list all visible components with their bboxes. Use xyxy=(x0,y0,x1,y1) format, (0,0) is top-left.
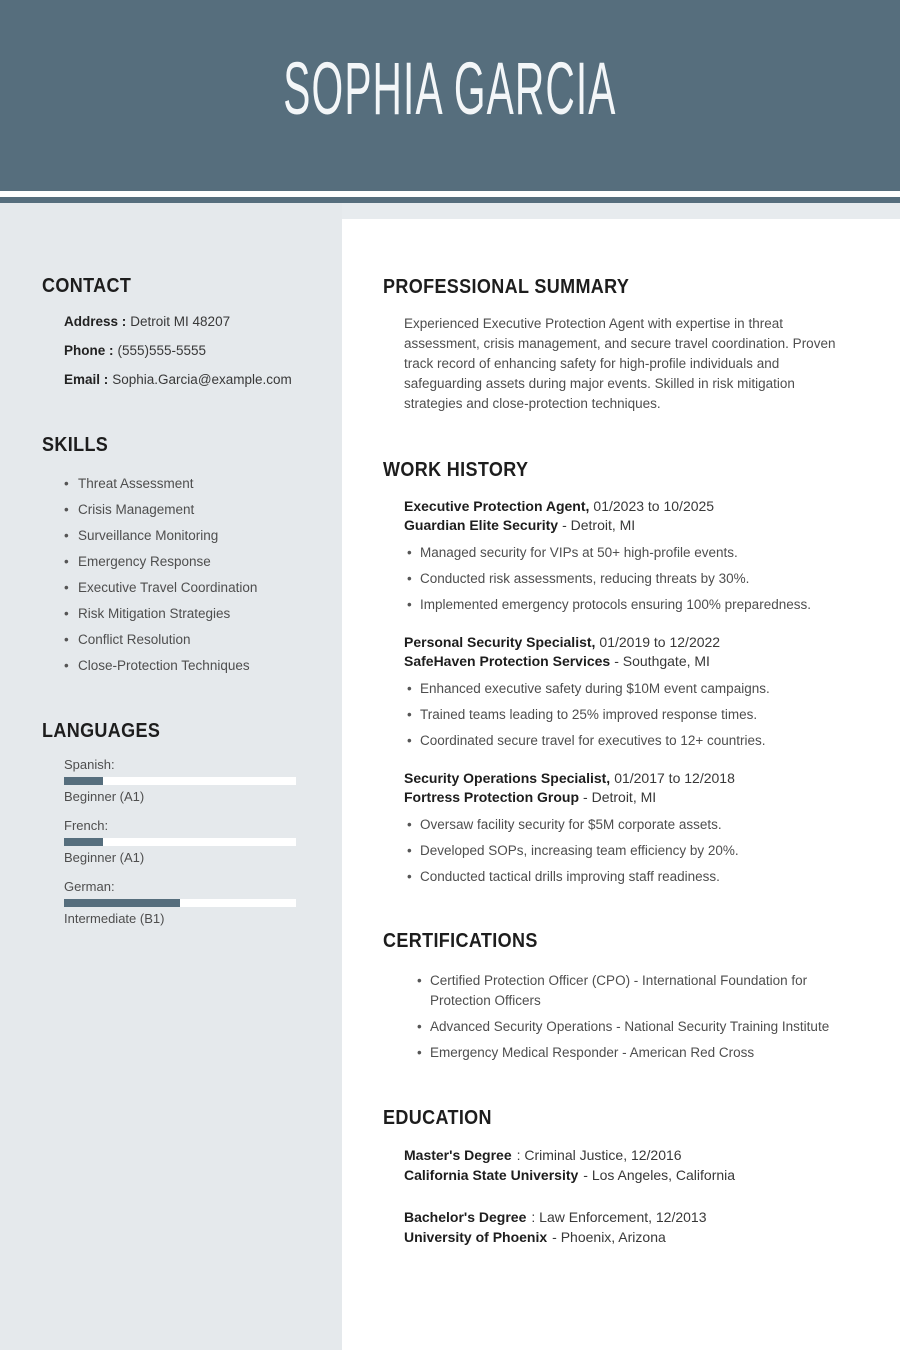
skills-heading: SKILLS xyxy=(42,434,109,456)
summary-section xyxy=(383,276,840,414)
skill-item: • Emergency Response xyxy=(64,554,314,570)
language-entry-german xyxy=(64,879,314,927)
language-progress-track xyxy=(64,838,296,846)
job-entry xyxy=(383,633,840,749)
contact-email-row xyxy=(64,372,314,388)
job-entry xyxy=(383,497,840,613)
summary-heading: PROFESSIONAL SUMMARY xyxy=(383,276,630,298)
job-location: - Detroit, MI xyxy=(583,789,657,805)
degree-name: Master's Degree xyxy=(404,1147,512,1163)
job-title-line xyxy=(404,633,840,652)
address-label: Address : xyxy=(64,314,127,329)
language-progress-fill xyxy=(64,777,103,785)
certifications-section xyxy=(383,930,840,1063)
job-company: Guardian Elite Security xyxy=(404,517,559,533)
degree-title-line xyxy=(404,1145,840,1165)
job-company: Fortress Protection Group xyxy=(404,789,580,805)
language-level: Beginner (A1) xyxy=(64,789,145,804)
skill-item: • Executive Travel Coordination xyxy=(64,580,314,596)
job-company: SafeHaven Protection Services xyxy=(404,653,611,669)
skill-item: • Conflict Resolution xyxy=(64,632,314,648)
job-bullet-list xyxy=(407,817,840,885)
job-company-line xyxy=(404,516,840,535)
contact-section xyxy=(42,275,314,388)
certifications-list xyxy=(417,971,840,1063)
phone-value: (555)555-5555 xyxy=(117,343,207,358)
language-progress-track xyxy=(64,777,296,785)
main-content xyxy=(342,219,900,1247)
degree-name: Bachelor's Degree xyxy=(404,1209,527,1225)
job-bullet: • Implemented emergency protocols ensuring 100% preparedness. xyxy=(407,597,840,613)
phone-label: Phone : xyxy=(64,343,114,358)
job-bullet: • Developed SOPs, increasing team efficiency by 20%. xyxy=(407,843,840,859)
candidate-name: SOPHIA GARCIA xyxy=(283,47,617,130)
email-value: Sophia.Garcia@example.com xyxy=(112,372,292,387)
skill-item: • Close-Protection Techniques xyxy=(64,658,314,674)
language-progress-fill xyxy=(64,838,103,846)
skills-list xyxy=(64,476,314,674)
language-name: German: xyxy=(64,879,115,894)
header-band xyxy=(0,0,900,191)
language-level: Intermediate (B1) xyxy=(64,911,165,926)
address-value: Detroit MI 48207 xyxy=(130,314,231,329)
job-bullet: • Conducted tactical drills improving staff readiness. xyxy=(407,869,840,885)
skill-item: • Risk Mitigation Strategies xyxy=(64,606,314,622)
job-bullet-list xyxy=(407,681,840,749)
education-heading: EDUCATION xyxy=(383,1107,492,1129)
language-level: Beginner (A1) xyxy=(64,850,145,865)
contact-list xyxy=(64,314,314,388)
summary-text: Experienced Executive Protection Agent with expertise in threat assessment, crisis management, and secure travel coordination. Proven track record of enhancing safety for high-profile individuals and safeguarding assets during major events. Skilled in risk mitigation strategies and close-protection techniques. xyxy=(404,316,836,411)
main-top-strip xyxy=(342,203,900,219)
degree-location: - Phoenix, Arizona xyxy=(552,1229,666,1245)
degree-entry xyxy=(404,1145,840,1185)
contact-address-row xyxy=(64,314,314,330)
job-title: Executive Protection Agent, xyxy=(404,498,590,514)
languages-heading: LANGUAGES xyxy=(42,720,161,742)
job-bullet: • Enhanced executive safety during $10M event campaigns. xyxy=(407,681,840,697)
skill-item: • Surveillance Monitoring xyxy=(64,528,314,544)
main-panel xyxy=(342,203,900,1350)
skills-section xyxy=(42,434,314,674)
job-location: - Detroit, MI xyxy=(562,517,636,533)
certification-item: • Emergency Medical Responder - American Red Cross xyxy=(417,1043,840,1063)
degree-title-line xyxy=(404,1207,840,1227)
page-body xyxy=(0,203,900,1350)
language-entry-french xyxy=(64,818,314,866)
language-progress-fill xyxy=(64,899,180,907)
language-name: French: xyxy=(64,818,109,833)
degree-school: University of Phoenix xyxy=(404,1229,548,1245)
job-bullet: • Managed security for VIPs at 50+ high-profile events. xyxy=(407,545,840,561)
certification-item: • Certified Protection Officer (CPO) - International Foundation for Protection Officers xyxy=(417,971,840,1011)
degree-school-line xyxy=(404,1227,840,1247)
degree-location: - Los Angeles, California xyxy=(583,1167,736,1183)
job-bullet: • Conducted risk assessments, reducing threats by 30%. xyxy=(407,571,840,587)
language-name: Spanish: xyxy=(64,757,115,772)
contact-phone-row xyxy=(64,343,314,359)
job-title: Security Operations Specialist, xyxy=(404,770,611,786)
job-bullet: • Trained teams leading to 25% improved response times. xyxy=(407,707,840,723)
email-label: Email : xyxy=(64,372,109,387)
degree-school: California State University xyxy=(404,1167,579,1183)
job-bullet: • Coordinated secure travel for executives to 12+ countries. xyxy=(407,733,840,749)
contact-heading: CONTACT xyxy=(42,275,132,297)
job-company-line xyxy=(404,788,840,807)
job-title: Personal Security Specialist, xyxy=(404,634,596,650)
work-history-heading: WORK HISTORY xyxy=(383,459,529,481)
job-bullet-list xyxy=(407,545,840,613)
job-entry xyxy=(383,769,840,885)
language-entry-spanish xyxy=(64,757,314,805)
job-title-line xyxy=(404,497,840,516)
language-progress-track xyxy=(64,899,296,907)
degree-entry xyxy=(404,1207,840,1247)
skill-item: • Crisis Management xyxy=(64,502,314,518)
degree-detail: : Criminal Justice, 12/2016 xyxy=(516,1147,682,1163)
certifications-heading: CERTIFICATIONS xyxy=(383,930,538,952)
languages-section xyxy=(42,720,314,927)
education-section xyxy=(383,1107,840,1247)
skill-item: • Threat Assessment xyxy=(64,476,314,492)
job-dates: 01/2023 to 10/2025 xyxy=(593,498,715,514)
job-location: - Southgate, MI xyxy=(614,653,710,669)
job-title-line xyxy=(404,769,840,788)
job-dates: 01/2019 to 12/2022 xyxy=(599,634,721,650)
job-bullet: • Oversaw facility security for $5M corporate assets. xyxy=(407,817,840,833)
sidebar xyxy=(0,203,342,1350)
degree-detail: : Law Enforcement, 12/2013 xyxy=(531,1209,707,1225)
certification-item: • Advanced Security Operations - National Security Training Institute xyxy=(417,1017,840,1037)
languages-list xyxy=(64,757,314,927)
job-dates: 01/2017 to 12/2018 xyxy=(614,770,735,786)
degree-school-line xyxy=(404,1165,840,1185)
job-company-line xyxy=(404,652,840,671)
work-history-section xyxy=(383,459,840,885)
